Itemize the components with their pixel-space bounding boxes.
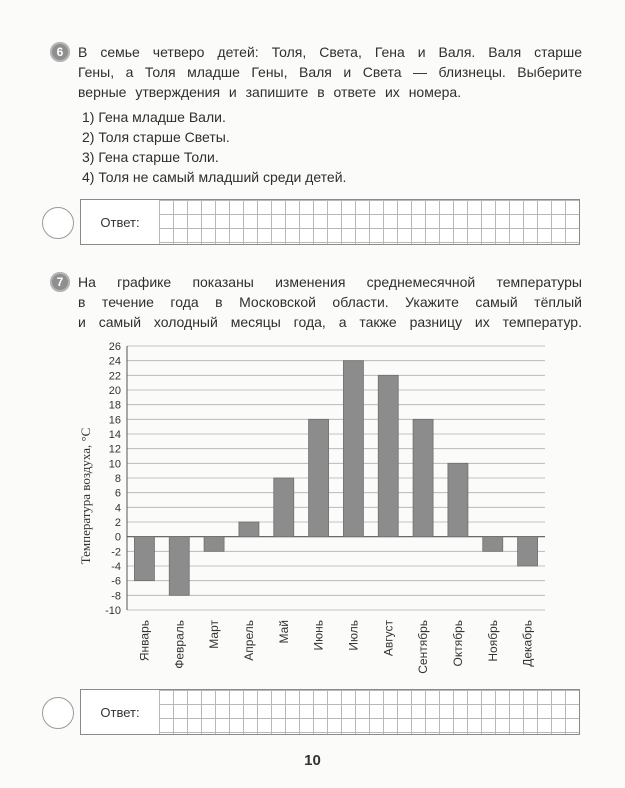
task-number-badge: 7 [50, 272, 70, 292]
y-tick-label: 2 [114, 517, 121, 529]
task-number-badge: 6 [50, 42, 70, 62]
y-tick-label: 20 [108, 385, 121, 397]
answer-score-circle [42, 207, 74, 239]
option-item: 2) Толя старше Светы. [82, 129, 230, 145]
answer-grid[interactable] [159, 690, 579, 734]
y-tick-label: 12 [108, 443, 121, 456]
x-tick-label: Март [207, 620, 222, 649]
bar-0 [134, 537, 154, 581]
task-text-line: в течение года в Московской области. Укажите самый тёплый [78, 294, 582, 310]
answer-field[interactable] [80, 689, 580, 735]
bar-7 [378, 375, 398, 536]
y-tick-label: 24 [108, 355, 121, 368]
x-tick-label: Август [381, 620, 396, 657]
y-tick-label: -10 [105, 605, 121, 617]
bar-5 [309, 419, 329, 536]
y-tick-label: -4 [111, 561, 121, 573]
bar-3 [239, 522, 259, 537]
option-item: 1) Гена младше Вали. [82, 109, 226, 125]
answer-label: Ответ: [81, 200, 160, 244]
y-tick-label: -2 [111, 546, 121, 559]
task-text-line: верные утверждения и запишите в ответе их номера. [78, 84, 462, 100]
x-tick-label: Май [276, 620, 291, 644]
y-tick-label: 22 [108, 370, 121, 383]
bar-8 [413, 419, 433, 536]
bar-11 [518, 537, 538, 566]
x-tick-label: Июнь [311, 620, 326, 651]
x-tick-label: Февраль [172, 620, 187, 669]
y-tick-label: 16 [108, 414, 121, 427]
x-tick-label: Сентябрь [416, 620, 431, 674]
bar-10 [483, 537, 503, 552]
x-tick-label: Апрель [241, 620, 256, 661]
y-tick-label: 14 [108, 429, 121, 441]
answer-grid[interactable] [159, 200, 579, 244]
y-tick-label: 6 [114, 487, 121, 500]
y-tick-label: 10 [108, 458, 121, 471]
bar-9 [448, 463, 468, 536]
bar-4 [274, 478, 294, 537]
bar-2 [204, 537, 224, 552]
x-tick-label: Июль [346, 620, 361, 651]
y-tick-label: 8 [114, 473, 121, 485]
bar-1 [169, 537, 189, 596]
task-text-line: и самый холодный месяцы года, а также разницу их температур. [78, 314, 582, 330]
y-axis-label: Температура воздуха, °С [78, 427, 93, 565]
x-tick-label: Ноябрь [485, 620, 500, 662]
answer-score-circle [42, 697, 74, 729]
y-tick-label: 0 [114, 531, 121, 544]
x-tick-label: Январь [137, 620, 152, 662]
x-tick-label: Октябрь [450, 620, 465, 667]
temperature-bar-chart [0, 336, 625, 676]
y-tick-label: -6 [111, 575, 121, 588]
y-tick-label: 18 [108, 399, 121, 412]
task-text-line: Гены, а Толя младше Гены, Валя и Света — близнецы. Выберите [78, 64, 582, 80]
answer-label: Ответ: [81, 690, 160, 734]
task-text-line: В семье четверо детей: Толя, Света, Гена и Валя. Валя старше [78, 44, 582, 60]
y-tick-label: -8 [111, 590, 121, 603]
answer-field[interactable] [80, 199, 580, 245]
task-text-line: На графике показаны изменения среднемесячной температуры [78, 274, 582, 290]
x-tick-label: Декабрь [520, 620, 535, 667]
bar-6 [343, 361, 363, 537]
option-item: 3) Гена старше Толи. [82, 149, 219, 165]
page-number: 10 [304, 752, 321, 769]
y-tick-label: 26 [108, 341, 121, 353]
y-tick-label: 4 [114, 502, 121, 515]
option-item: 4) Толя не самый младший среди детей. [82, 169, 347, 185]
